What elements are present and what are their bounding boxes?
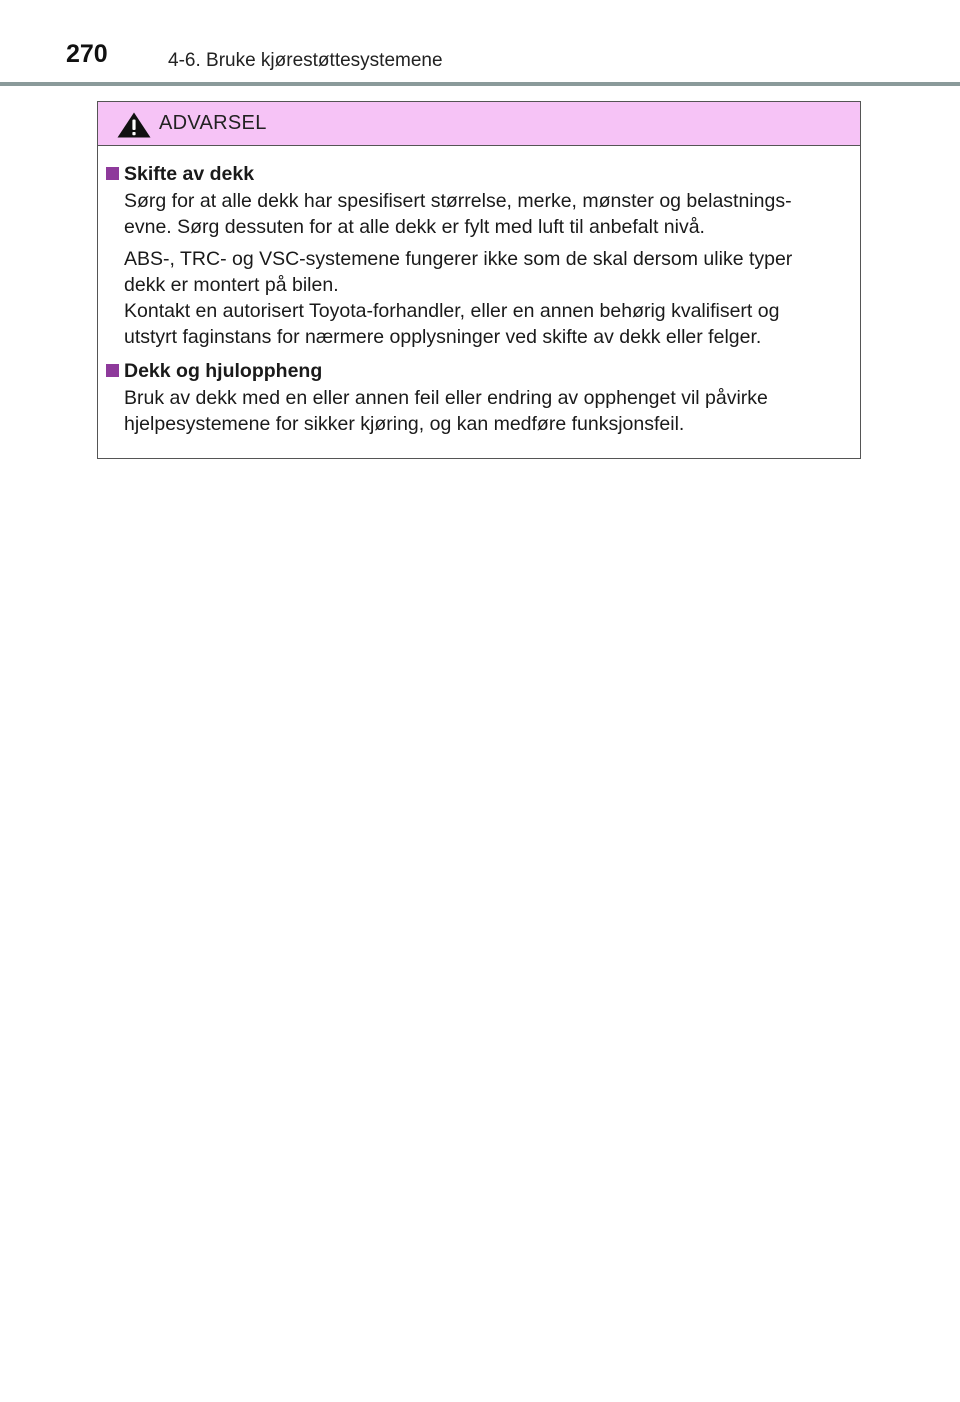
- text-line: ABS-, TRC- og VSC-systemene fungerer ikke som de skal dersom ulike typer: [124, 248, 793, 270]
- text-line: Bruk av dekk med en eller annen feil eller endring av opphenget vil påvirke: [124, 387, 768, 409]
- section-title: 4-6. Bruke kjørestøttesystemene: [168, 50, 443, 71]
- page-header: [0, 0, 960, 86]
- header-divider: [0, 82, 960, 86]
- section-heading: [106, 160, 846, 188]
- square-bullet-icon: [106, 167, 119, 180]
- warning-label: ADVARSEL: [159, 112, 267, 134]
- square-bullet-icon: [106, 364, 119, 377]
- paragraph: [124, 188, 846, 240]
- section-heading-text: Dekk og hjuloppheng: [124, 360, 323, 382]
- paragraph: [124, 246, 846, 350]
- warning-triangle-icon: [116, 111, 152, 139]
- section-heading-text: Skifte av dekk: [124, 163, 255, 185]
- text-line: utstyrt faginstans for nærmere opplysninger ved skifte av dekk eller felger.: [124, 326, 762, 348]
- text-line: evne. Sørg dessuten for at alle dekk er fylt med luft til anbefalt nivå.: [124, 216, 705, 238]
- text-line: hjelpesystemene for sikker kjøring, og kan medføre funksjonsfeil.: [124, 413, 685, 435]
- warning-body: [98, 146, 860, 437]
- section-heading: [106, 357, 846, 385]
- warning-box: [97, 101, 861, 459]
- text-line: dekk er montert på bilen.: [124, 274, 339, 296]
- text-line: Sørg for at alle dekk har spesifisert størrelse, merke, mønster og belastnings-: [124, 190, 792, 212]
- text-line: Kontakt en autorisert Toyota-forhandler, eller en annen behørig kvalifisert og: [124, 300, 780, 322]
- warning-header: [98, 102, 860, 146]
- section-tire-change: [106, 160, 846, 350]
- page-number: 270: [66, 40, 108, 68]
- section-suspension: [106, 357, 846, 437]
- paragraph: [124, 385, 846, 437]
